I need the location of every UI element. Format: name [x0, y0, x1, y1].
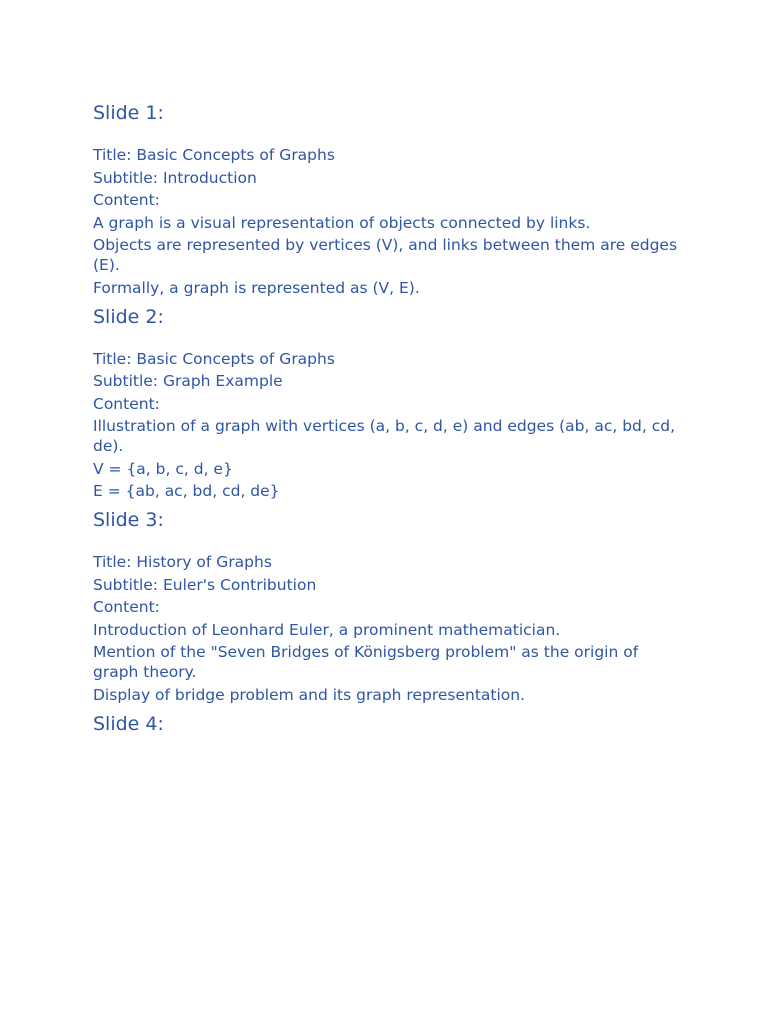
slide-content-label: Content: [93, 598, 160, 616]
slide-4 [93, 711, 683, 737]
slide-title-line: Title: Basic Concepts of Graphs [93, 146, 335, 164]
slide-content-line: Introduction of Leonhard Euler, a prominent mathematician. [93, 620, 561, 639]
slide-heading: Slide 2: [93, 305, 164, 328]
slide-content-line: E = {ab, ac, bd, cd, de} [93, 482, 280, 500]
slide-body [93, 145, 683, 298]
slide-body [93, 349, 683, 502]
slide-content-line: V = {a, b, c, d, e} [93, 459, 233, 478]
slide-1 [93, 100, 683, 298]
slide-content-line: Display of bridge problem and its graph representation. [93, 685, 526, 704]
slide-content-line: Formally, a graph is represented as (V, E). [93, 278, 420, 297]
slide-title-line: Title: Basic Concepts of Graphs [93, 349, 335, 368]
slide-content-line: Mention of the "Seven Bridges of Königsberg problem" as the origin of graph theory. [93, 643, 639, 681]
slide-title-line: Title: History of Graphs [93, 553, 272, 571]
slide-heading: Slide 1: [93, 102, 164, 124]
slide-heading: Slide 4: [93, 712, 164, 735]
slide-content-line: Illustration of a graph with vertices (a, b, c, d, e) and edges (ab, ac, bd, cd, de). [93, 417, 676, 455]
slide-subtitle-line: Subtitle: Introduction [93, 168, 257, 187]
slide-subtitle-line: Subtitle: Graph Example [93, 372, 283, 390]
slide-3 [93, 507, 683, 705]
slide-2 [93, 304, 683, 502]
slide-content-label: Content: [93, 394, 160, 413]
slide-content-line: A graph is a visual representation of objects connected by links. [93, 213, 591, 232]
slide-content-line: Objects are represented by vertices (V), and links between them are edges (E). [93, 236, 678, 274]
slide-subtitle-line: Subtitle: Euler's Contribution [93, 575, 317, 594]
slide-heading: Slide 3: [93, 509, 164, 531]
slide-content-label: Content: [93, 191, 160, 209]
document-page [93, 100, 683, 756]
slide-body [93, 552, 683, 705]
